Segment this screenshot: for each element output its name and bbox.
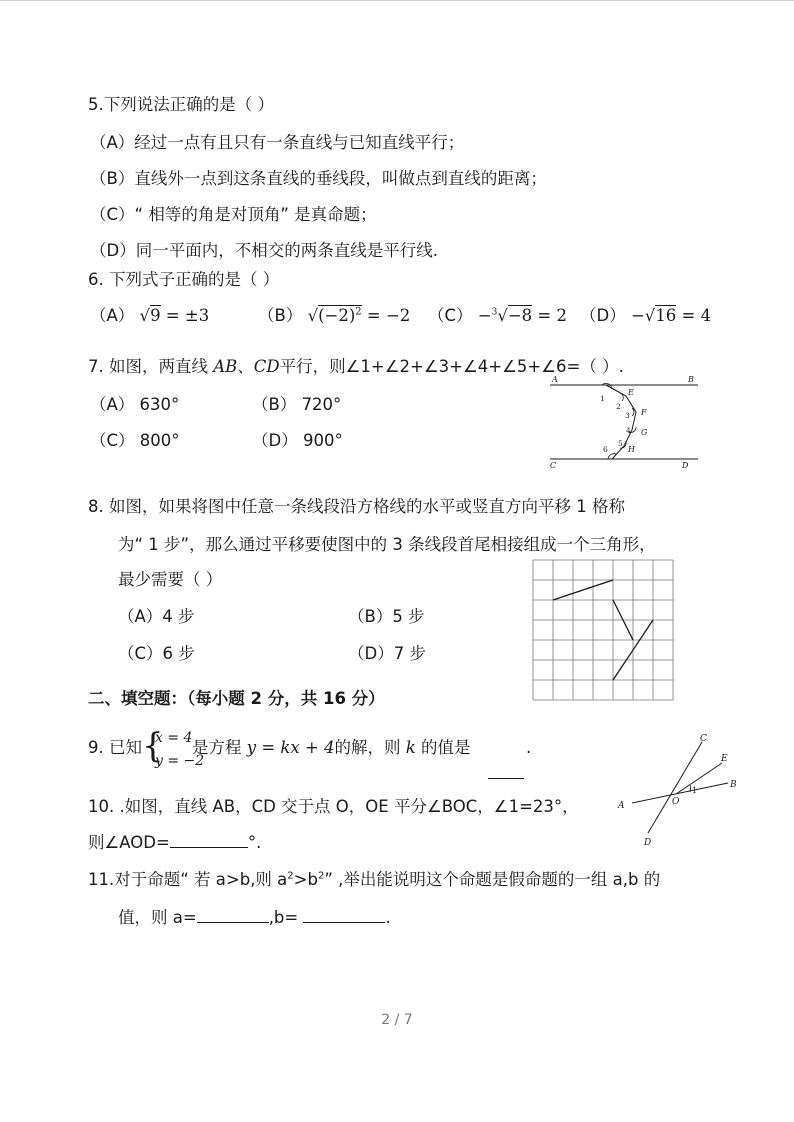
q8-segment-1 [553, 580, 613, 600]
q7-option-a: （A） 630° [90, 395, 180, 414]
q11-line2: 值，则 a= ,b= . [118, 908, 391, 927]
q8-grid-figure [532, 559, 677, 704]
q7-label-d: D [682, 461, 689, 470]
q6-option-b-expr: $√(-2)^2 = -2$ [307, 306, 411, 325]
q7-label-e: E [628, 388, 634, 397]
q6-option-d-expr: −√16 = 4 [630, 306, 712, 325]
q7-option-d: （D） 900° [252, 431, 343, 450]
q7-label-c: C [550, 461, 557, 470]
q6-option-a [90, 305, 209, 327]
q6-option-c-expr: −$^3$√−8 = 2 [477, 306, 568, 325]
section-2-heading: 二、填空题：（每小题 2 分，共 16 分） [88, 689, 385, 708]
q9-brace: { [142, 725, 164, 766]
q7-figure [540, 372, 710, 472]
q11-answer-blank-a[interactable] [197, 906, 269, 923]
q5-option-d: （D）同一平面内，不相交的两条直线是平行线. [90, 241, 438, 260]
q7-angle-5: 5 [618, 439, 623, 448]
q9-answer-blank[interactable] [488, 778, 524, 779]
q6-option-c-label: （C） [428, 306, 473, 325]
q10-label-c: C [700, 734, 707, 744]
q10-label-d: D [644, 838, 652, 848]
q10-line2: 则∠AOD= °. [88, 833, 262, 852]
q6-option-d-label: （D） [580, 306, 626, 325]
q10-label-o: O [672, 797, 680, 807]
q8-option-c: （C）6 步 [118, 644, 195, 663]
q7-angle-2: 2 [616, 402, 621, 411]
q8-line2: 为“ 1 步”，那么通过平移要使图中的 3 条线段首尾相接组成一个三角形， [118, 535, 656, 554]
q8-option-b: （B）5 步 [348, 607, 425, 626]
q10-label-e: E [721, 754, 728, 764]
q8-line3: 最少需要（ ） [118, 570, 223, 589]
q7-angle-6: 6 [603, 445, 608, 454]
q5-stem: 5.下列说法正确的是（ ） [88, 95, 274, 114]
q10-label-a: A [618, 801, 625, 811]
q11-line1: 11.对于命题“ 若 a>b,则 $a^2>b^2$” ,举出能说明这个命题是假命题的一组 a,b 的 [88, 870, 661, 889]
q10-line1: 10. .如图，直线 AB，CD 交于点 O，OE 平分∠BOC，∠1=23°， [88, 797, 579, 816]
q7-label-a: A [552, 375, 558, 384]
q8-line1: 8. 如图，如果将图中任意一条线段沿方格线的水平或竖直方向平移 1 格称 [88, 497, 625, 516]
q7-angle-4: 4 [626, 426, 631, 435]
q7-label-f: F [641, 408, 647, 417]
q9: 9. 已知 { x = 4 y = −2 是方程 y = kx + 4的解，则 k 的值是 [88, 725, 471, 769]
q7-option-b: （B） 720° [252, 395, 342, 414]
q6-option-b [258, 305, 410, 327]
q8-option-a: （A）4 步 [118, 607, 195, 626]
q6-option-c [428, 305, 567, 327]
q10-label-b: B [730, 780, 737, 790]
q7-label-h: H [628, 445, 635, 454]
q10-answer-blank[interactable] [170, 831, 248, 848]
q8-option-d: （D）7 步 [348, 644, 426, 663]
q6-option-b-label: （B） [258, 306, 303, 325]
page-number: 2 / 7 [381, 1012, 413, 1028]
q7-option-c: （C） 800° [90, 431, 180, 450]
q7-stem: 7. 如图，两直线 AB、CD平行，则∠1+∠2+∠3+∠4+∠5+∠6=（ ）. [88, 357, 624, 376]
q6-option-a-label: （A） [90, 306, 135, 325]
q11-answer-blank-b[interactable] [303, 906, 385, 923]
q6-option-a-expr: √9 = ±3 [139, 306, 210, 325]
page-top-border [0, 0, 794, 1]
q6-option-d [580, 305, 711, 327]
q6-stem: 6. 下列式子正确的是（ ） [88, 270, 280, 289]
q10-figure [610, 728, 745, 850]
q7-angle-3: 3 [625, 411, 630, 420]
q9-period: . [526, 738, 532, 757]
q5-option-c: （C）“ 相等的角是对顶角” 是真命题； [90, 205, 377, 224]
q9-system: { x = 4 y = −2 [142, 725, 205, 769]
q10-angle-1: 1 [692, 786, 698, 795]
q8-grid-lines [533, 560, 673, 700]
q5-option-b: （B）直线外一点到这条直线的垂线段，叫做点到直线的距离； [90, 169, 547, 188]
q5-option-a: （A）经过一点有且只有一条直线与已知直线平行； [90, 133, 465, 152]
q7-label-b: B [688, 375, 694, 384]
q7-label-g: G [641, 428, 648, 437]
q7-angle-1: 1 [600, 394, 605, 403]
